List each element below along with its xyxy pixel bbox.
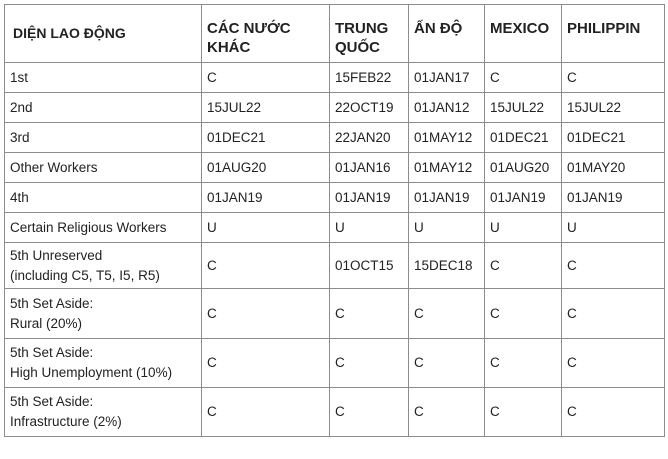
row-category — [5, 243, 202, 289]
table-cell: C — [409, 388, 485, 437]
table-cell: 15FEB22 — [330, 63, 409, 93]
table-row — [5, 93, 665, 123]
row-category — [5, 289, 202, 339]
table-cell: C — [330, 339, 409, 388]
table-cell: C — [485, 339, 562, 388]
row-category: Certain Religious Workers — [5, 213, 202, 243]
table-cell: 15JUL22 — [562, 93, 665, 123]
row-category: 3rd — [5, 123, 202, 153]
row-category — [5, 388, 202, 437]
table-cell: C — [485, 388, 562, 437]
header-all-countries: CÁC NƯỚC KHÁC — [202, 5, 330, 63]
row-category — [5, 339, 202, 388]
table-cell: C — [485, 243, 562, 289]
row-category-line: 5th Set Aside: — [10, 345, 94, 360]
row-category: Other Workers — [5, 153, 202, 183]
table-cell: 01AUG20 — [485, 153, 562, 183]
table-cell: 01MAY20 — [562, 153, 665, 183]
table-cell: 01MAY12 — [409, 123, 485, 153]
table-cell: 01DEC21 — [485, 123, 562, 153]
table-cell: 01JAN19 — [202, 183, 330, 213]
table-cell: 15JUL22 — [485, 93, 562, 123]
table-cell: C — [409, 339, 485, 388]
table-row — [5, 123, 665, 153]
visa-bulletin-table — [4, 4, 665, 437]
table-cell: 01MAY12 — [409, 153, 485, 183]
table-cell: 01AUG20 — [202, 153, 330, 183]
table-cell: U — [485, 213, 562, 243]
table-cell: C — [485, 63, 562, 93]
table-cell: 01JAN19 — [562, 183, 665, 213]
row-category-line: High Unemployment (10%) — [10, 365, 173, 380]
header-mexico: MEXICO — [485, 5, 562, 63]
table-cell: C — [330, 289, 409, 339]
header-philippines: PHILIPPIN — [562, 5, 665, 63]
row-category-line: 5th Set Aside: — [10, 295, 94, 311]
table-cell: 15JUL22 — [202, 93, 330, 123]
table-cell: 01OCT15 — [330, 243, 409, 289]
header-row — [5, 5, 665, 63]
table-cell: C — [202, 339, 330, 388]
header-china: TRUNG QUỐC — [330, 5, 409, 63]
row-category-line: (including C5, T5, I5, R5) — [10, 267, 160, 283]
table-cell: 01DEC21 — [562, 123, 665, 153]
table-cell: U — [330, 213, 409, 243]
table-row — [5, 213, 665, 243]
table-cell: 01JAN19 — [409, 183, 485, 213]
table-cell: C — [202, 388, 330, 437]
row-category: 1st — [5, 63, 202, 93]
table-cell: 15DEC18 — [409, 243, 485, 289]
table-cell: C — [330, 388, 409, 437]
table-row — [5, 63, 665, 93]
row-category-line: Rural (20%) — [10, 315, 83, 331]
table-cell: 01JAN16 — [330, 153, 409, 183]
table-cell: U — [202, 213, 330, 243]
table-cell: C — [202, 289, 330, 339]
table-cell: C — [562, 388, 665, 437]
table-cell: C — [409, 289, 485, 339]
row-category: 2nd — [5, 93, 202, 123]
table-row — [5, 183, 665, 213]
table-cell: U — [562, 213, 665, 243]
table-cell: C — [562, 339, 665, 388]
table-row — [5, 339, 665, 388]
table-cell: C — [562, 243, 665, 289]
row-category-line: 5th Unreserved — [10, 247, 103, 263]
header-india: ẤN ĐỘ — [409, 5, 485, 63]
table-row — [5, 243, 665, 289]
row-category: 4th — [5, 183, 202, 213]
table-cell: C — [202, 63, 330, 93]
table-row — [5, 289, 665, 339]
table-cell: 01JAN19 — [485, 183, 562, 213]
table-cell: 01DEC21 — [202, 123, 330, 153]
table-cell: C — [562, 63, 665, 93]
row-category-line: Infrastructure (2%) — [10, 414, 122, 429]
header-category: DIỆN LAO ĐỘNG — [5, 5, 202, 63]
table-cell: 22JAN20 — [330, 123, 409, 153]
table-cell: C — [562, 289, 665, 339]
row-category-line: 5th Set Aside: — [10, 394, 94, 409]
table-cell: U — [409, 213, 485, 243]
table-cell: 01JAN17 — [409, 63, 485, 93]
table-row — [5, 153, 665, 183]
table-row — [5, 388, 665, 437]
table-cell: C — [202, 243, 330, 289]
table-cell: C — [485, 289, 562, 339]
table-cell: 01JAN19 — [330, 183, 409, 213]
table-cell: 01JAN12 — [409, 93, 485, 123]
table-cell: 22OCT19 — [330, 93, 409, 123]
